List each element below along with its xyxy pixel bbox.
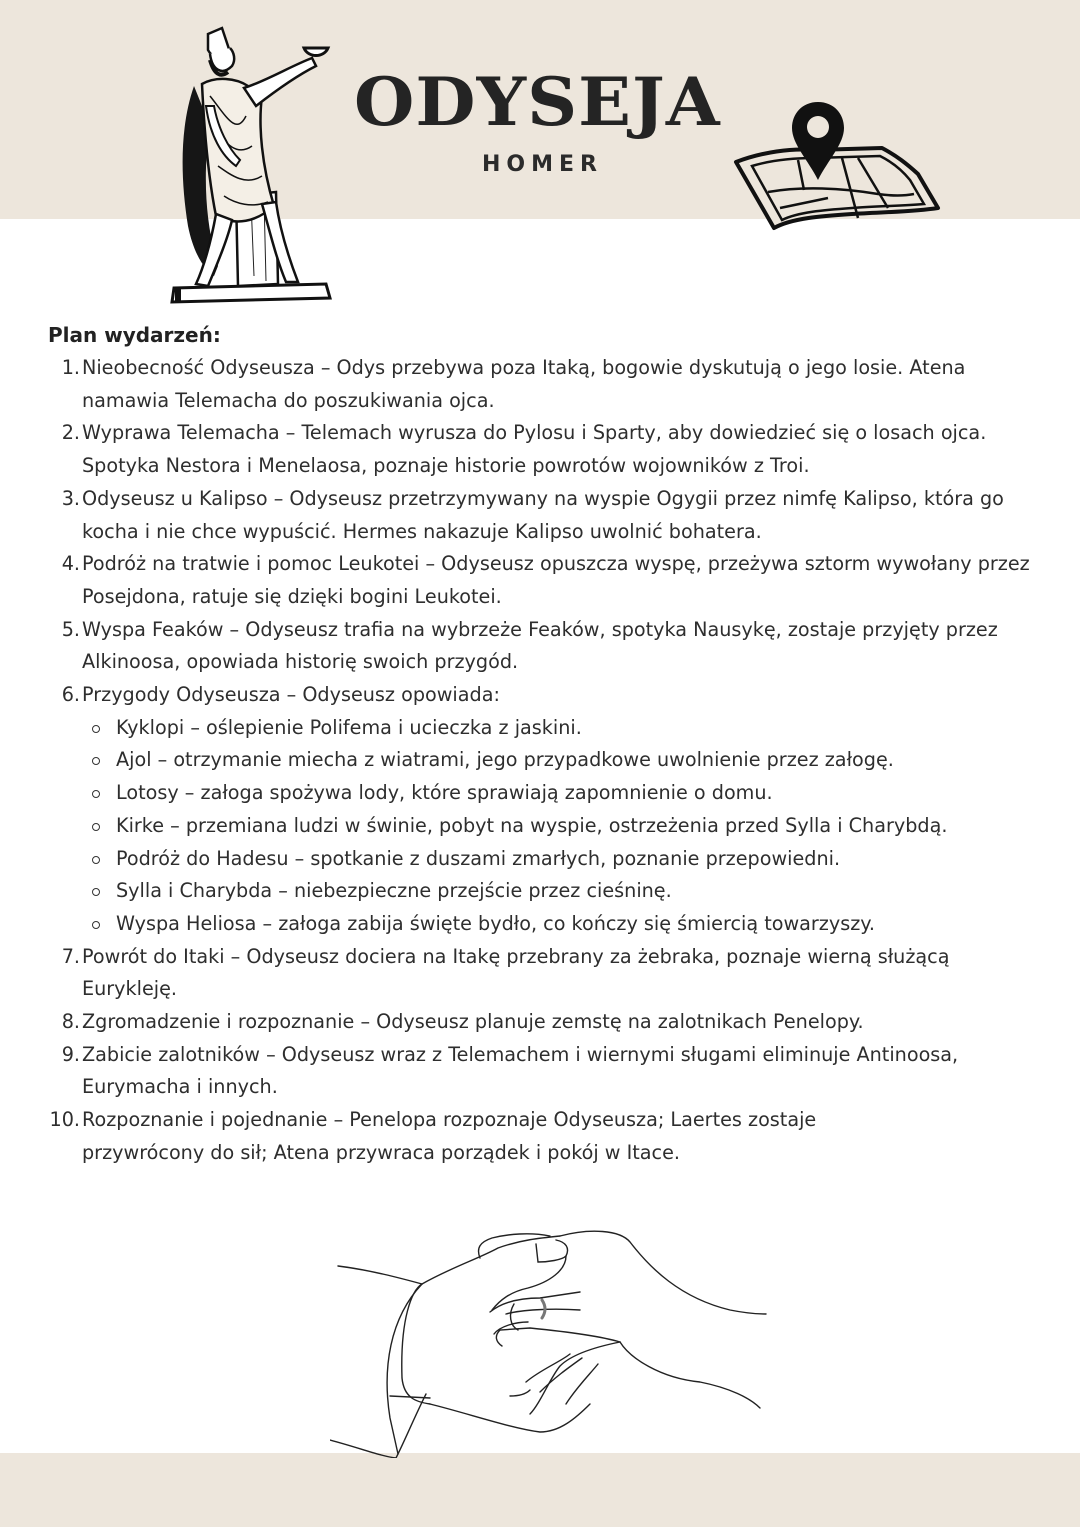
- adventures-sublist: [82, 712, 1048, 941]
- bullet-icon: [92, 921, 100, 929]
- holding-hands-illustration: [330, 1218, 770, 1458]
- list-item: 5. Wyspa Feaków – Odyseusz trafia na wybrzeże Feaków, spotyka Nausykę, zostaje przyjęty przez Alkinoosa, opowiada historię swoich przygód.: [61, 617, 998, 674]
- bullet-icon: [92, 790, 100, 798]
- list-item: 4. Podróż na tratwie i pomoc Leukotei – Odyseusz opuszcza wyspę, przeżywa sztorm wywołany przez Posejdona, ratuje się dzięki bogini Leukotei.: [61, 552, 1030, 608]
- sub-list-item: Sylla i Charybda – niebezpieczne przejście przez cieśninę.: [82, 875, 1048, 908]
- document-author: HOMER: [482, 152, 603, 177]
- bullet-icon: [92, 823, 100, 831]
- list-item: 10. Rozpoznanie i pojednanie – Penelopa rozpoznaje Odyseusza; Laertes zostaje przywrócony do sił; Atena przywraca porządek i pokój w Itace.: [49, 1108, 817, 1164]
- list-item: 6. Przygody Odyseusza – Odyseusz opowiada: Kyklopi – oślepienie Polifema i ucieczka z jaskini. Ajol – otrzymanie miecha z wiatrami, jego przypadkowe uwolnienie przez załogę. Lotosy – załoga spożywa lody, które sprawiają zapomnienie o domu. Kirke – przemiana ludzi w świnie, pobyt na wyspie, ostrzeżenia przed Sylla i Charybdą. Podróż do Hadesu – spotkanie z duszami zmarłych, poznanie przepowiedni. Sylla i Charybda – niebezpieczne przejście przez cieśninę. Wyspa Heliosa – załoga zabija święte bydło, co kończy się śmiercią towarzyszy.: [48, 679, 1048, 941]
- event-list: [48, 352, 1048, 1170]
- list-item: 9. Zabicie zalotników – Odyseusz wraz z Telemachem i wiernymi sługami eliminuje Antinoosa, Eurymacha i innych.: [61, 1042, 959, 1099]
- list-item: 2. Wyprawa Telemacha – Telemach wyrusza do Pylosu i Sparty, aby dowiedzieć się o losach ojca. Spotyka Nestora i Menelaosa, poznaje historie powrotów wojowników z Troi.: [61, 421, 987, 478]
- bullet-icon: [92, 757, 100, 765]
- footer-band: [0, 1453, 1080, 1527]
- list-item: 8. Zgromadzenie i rozpoznanie – Odyseusz planuje zemstę na zalotnikach Penelopy.: [61, 1010, 864, 1034]
- plan-heading: Plan wydarzeń:: [48, 323, 221, 347]
- bullet-icon: [92, 856, 100, 864]
- event-plan: [48, 318, 1048, 1170]
- statue-illustration: [166, 26, 336, 304]
- sub-list-item: Ajol – otrzymanie miecha z wiatrami, jego przypadkowe uwolnienie przez załogę.: [82, 744, 1048, 777]
- sub-list-item: Kirke – przemiana ludzi w świnie, pobyt na wyspie, ostrzeżenia przed Sylla i Charybdą.: [82, 810, 1048, 843]
- map-pin-icon: [732, 100, 942, 232]
- sub-list-item: Podróż do Hadesu – spotkanie z duszami zmarłych, poznanie przepowiedni.: [82, 843, 1048, 876]
- document-title: ODYSEJA: [354, 63, 721, 141]
- list-item: 3. Odyseusz u Kalipso – Odyseusz przetrzymywany na wyspie Ogygii przez nimfę Kalipso, która go kocha i nie chce wypuścić. Hermes nakazuje Kalipso uwolnić bohatera.: [61, 486, 1004, 543]
- list-item: 1. Nieobecność Odyseusza – Odys przebywa poza Itaką, bogowie dyskutują o jego losie. Atena namawia Telemacha do poszukiwania ojca.: [61, 356, 966, 412]
- sub-list-item: Wyspa Heliosa – załoga zabija święte bydło, co kończy się śmiercią towarzyszy.: [82, 908, 1048, 941]
- sub-list-item: Kyklopi – oślepienie Polifema i ucieczka z jaskini.: [82, 712, 1048, 745]
- sub-list-item: Lotosy – załoga spożywa lody, które sprawiają zapomnienie o domu.: [82, 777, 1048, 810]
- bullet-icon: [92, 725, 100, 733]
- list-item: 7. Powrót do Itaki – Odyseusz dociera na Itakę przebrany za żebraka, poznaje wierną służącą Eurykleję.: [61, 944, 950, 1001]
- bullet-icon: [92, 888, 100, 896]
